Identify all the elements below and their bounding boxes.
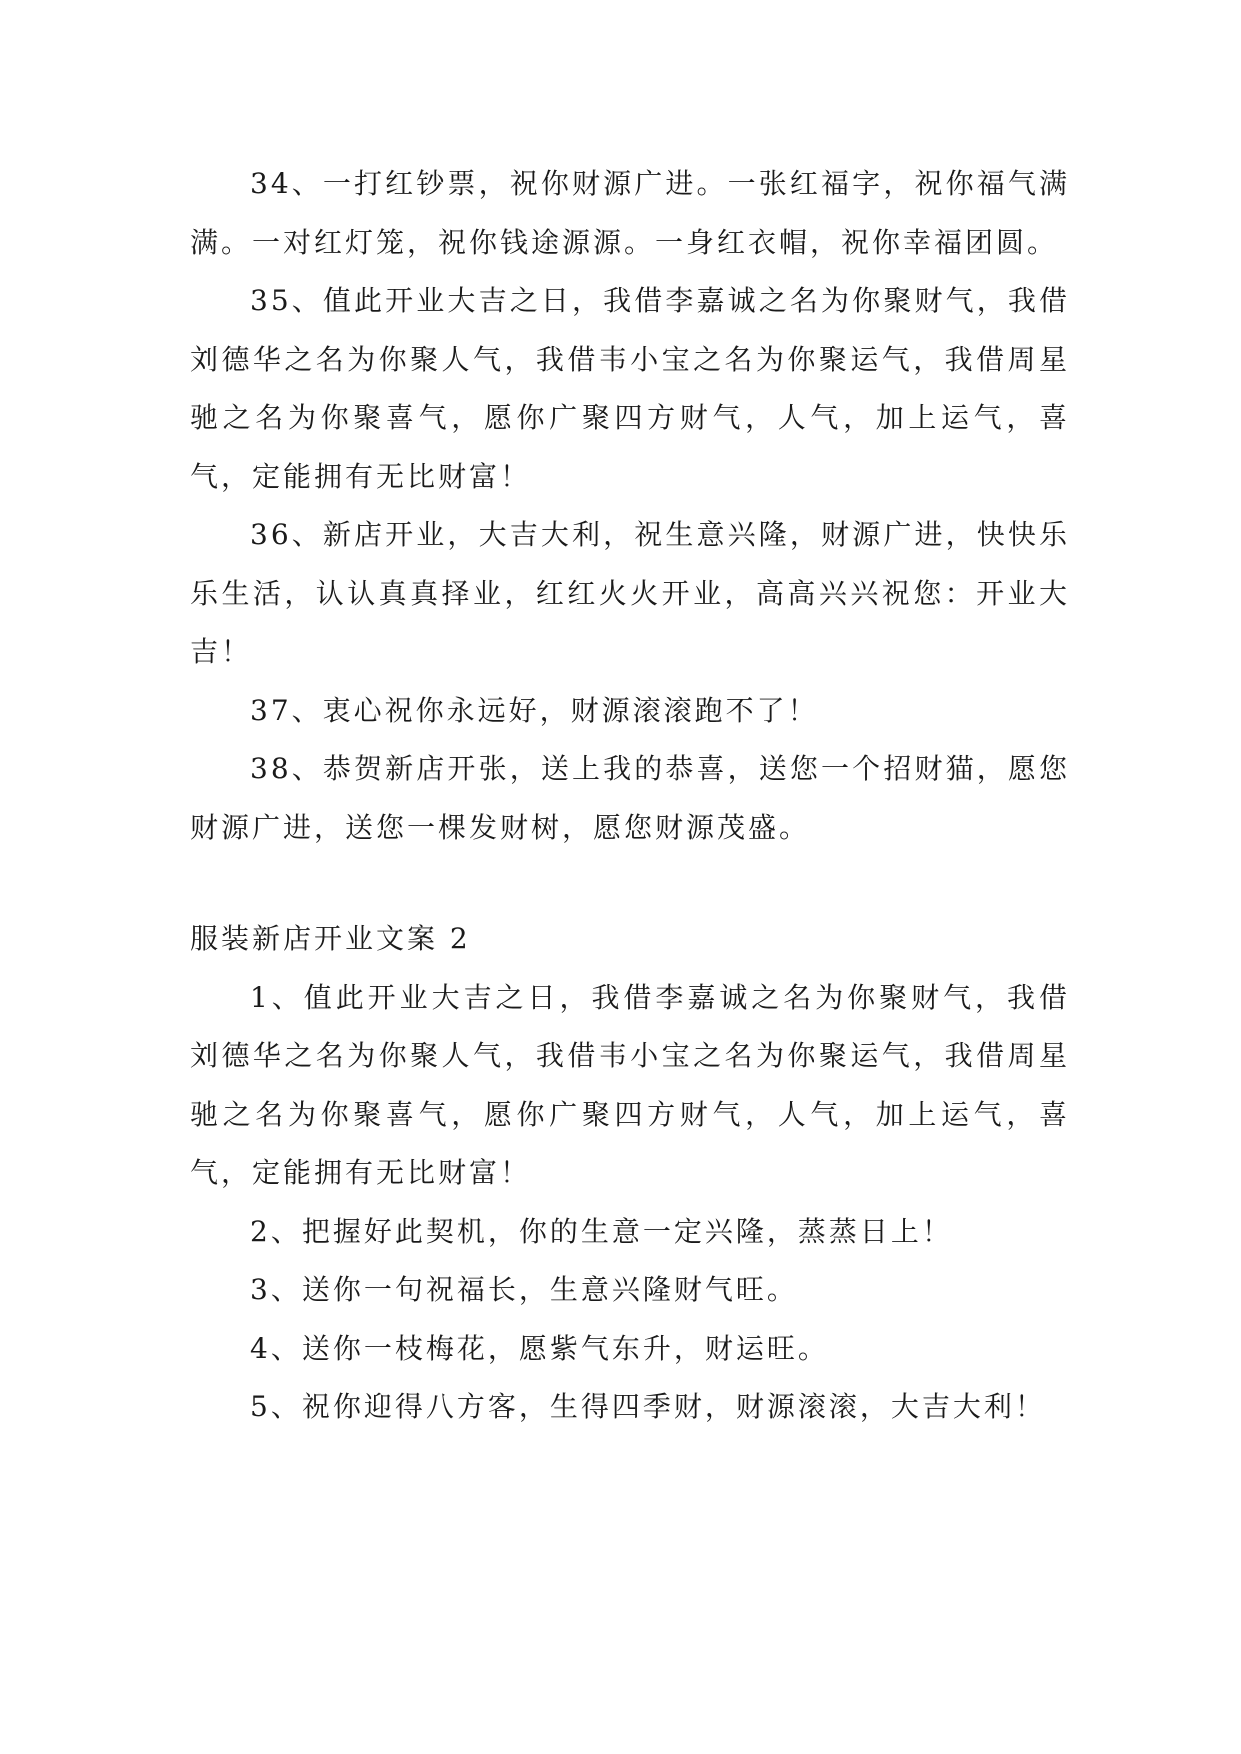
paragraph-36: 36、新店开业，大吉大利，祝生意兴隆，财源广进，快快乐乐生活，认认真真择业，红红火火开业，高高兴兴祝您：开业大吉！ bbox=[190, 518, 1070, 668]
document-body bbox=[190, 155, 1070, 1437]
section-heading: 服装新店开业文案 2 bbox=[190, 922, 471, 955]
paragraph-34: 34、一打红钞票，祝你财源广进。一张红福字，祝你福气满满。一对红灯笼，祝你钱途源源。一身红衣帽，祝你幸福团圆。 bbox=[190, 167, 1070, 259]
paragraph-35: 35、值此开业大吉之日，我借李嘉诚之名为你聚财气，我借刘德华之名为你聚人气，我借韦小宝之名为你聚运气，我借周星驰之名为你聚喜气，愿你广聚四方财气，人气，加上运气，喜气，定能拥有无比财富！ bbox=[190, 284, 1070, 493]
paragraph-5: 5、祝你迎得八方客，生得四季财，财源滚滚，大吉大利！ bbox=[250, 1390, 1046, 1423]
paragraph-4: 4、送你一枝梅花，愿紫气东升，财运旺。 bbox=[250, 1331, 829, 1365]
paragraph-2: 2、把握好此契机，你的生意一定兴隆，蒸蒸日上！ bbox=[250, 1214, 953, 1248]
paragraph-38: 38、恭贺新店开张，送上我的恭喜，送您一个招财猫，愿您财源广进，送您一棵发财树，愿您财源茂盛。 bbox=[190, 752, 1070, 844]
paragraph-3: 3、送你一句祝福长，生意兴隆财气旺。 bbox=[250, 1273, 798, 1306]
paragraph-37: 37、衷心祝你永远好，财源滚滚跑不了！ bbox=[250, 693, 819, 727]
paragraph-1: 1、值此开业大吉之日，我借李嘉诚之名为你聚财气，我借刘德华之名为你聚人气，我借韦小宝之名为你聚运气，我借周星驰之名为你聚喜气，愿你广聚四方财气，人气，加上运气，喜气，定能拥有无比财富！ bbox=[190, 980, 1070, 1189]
